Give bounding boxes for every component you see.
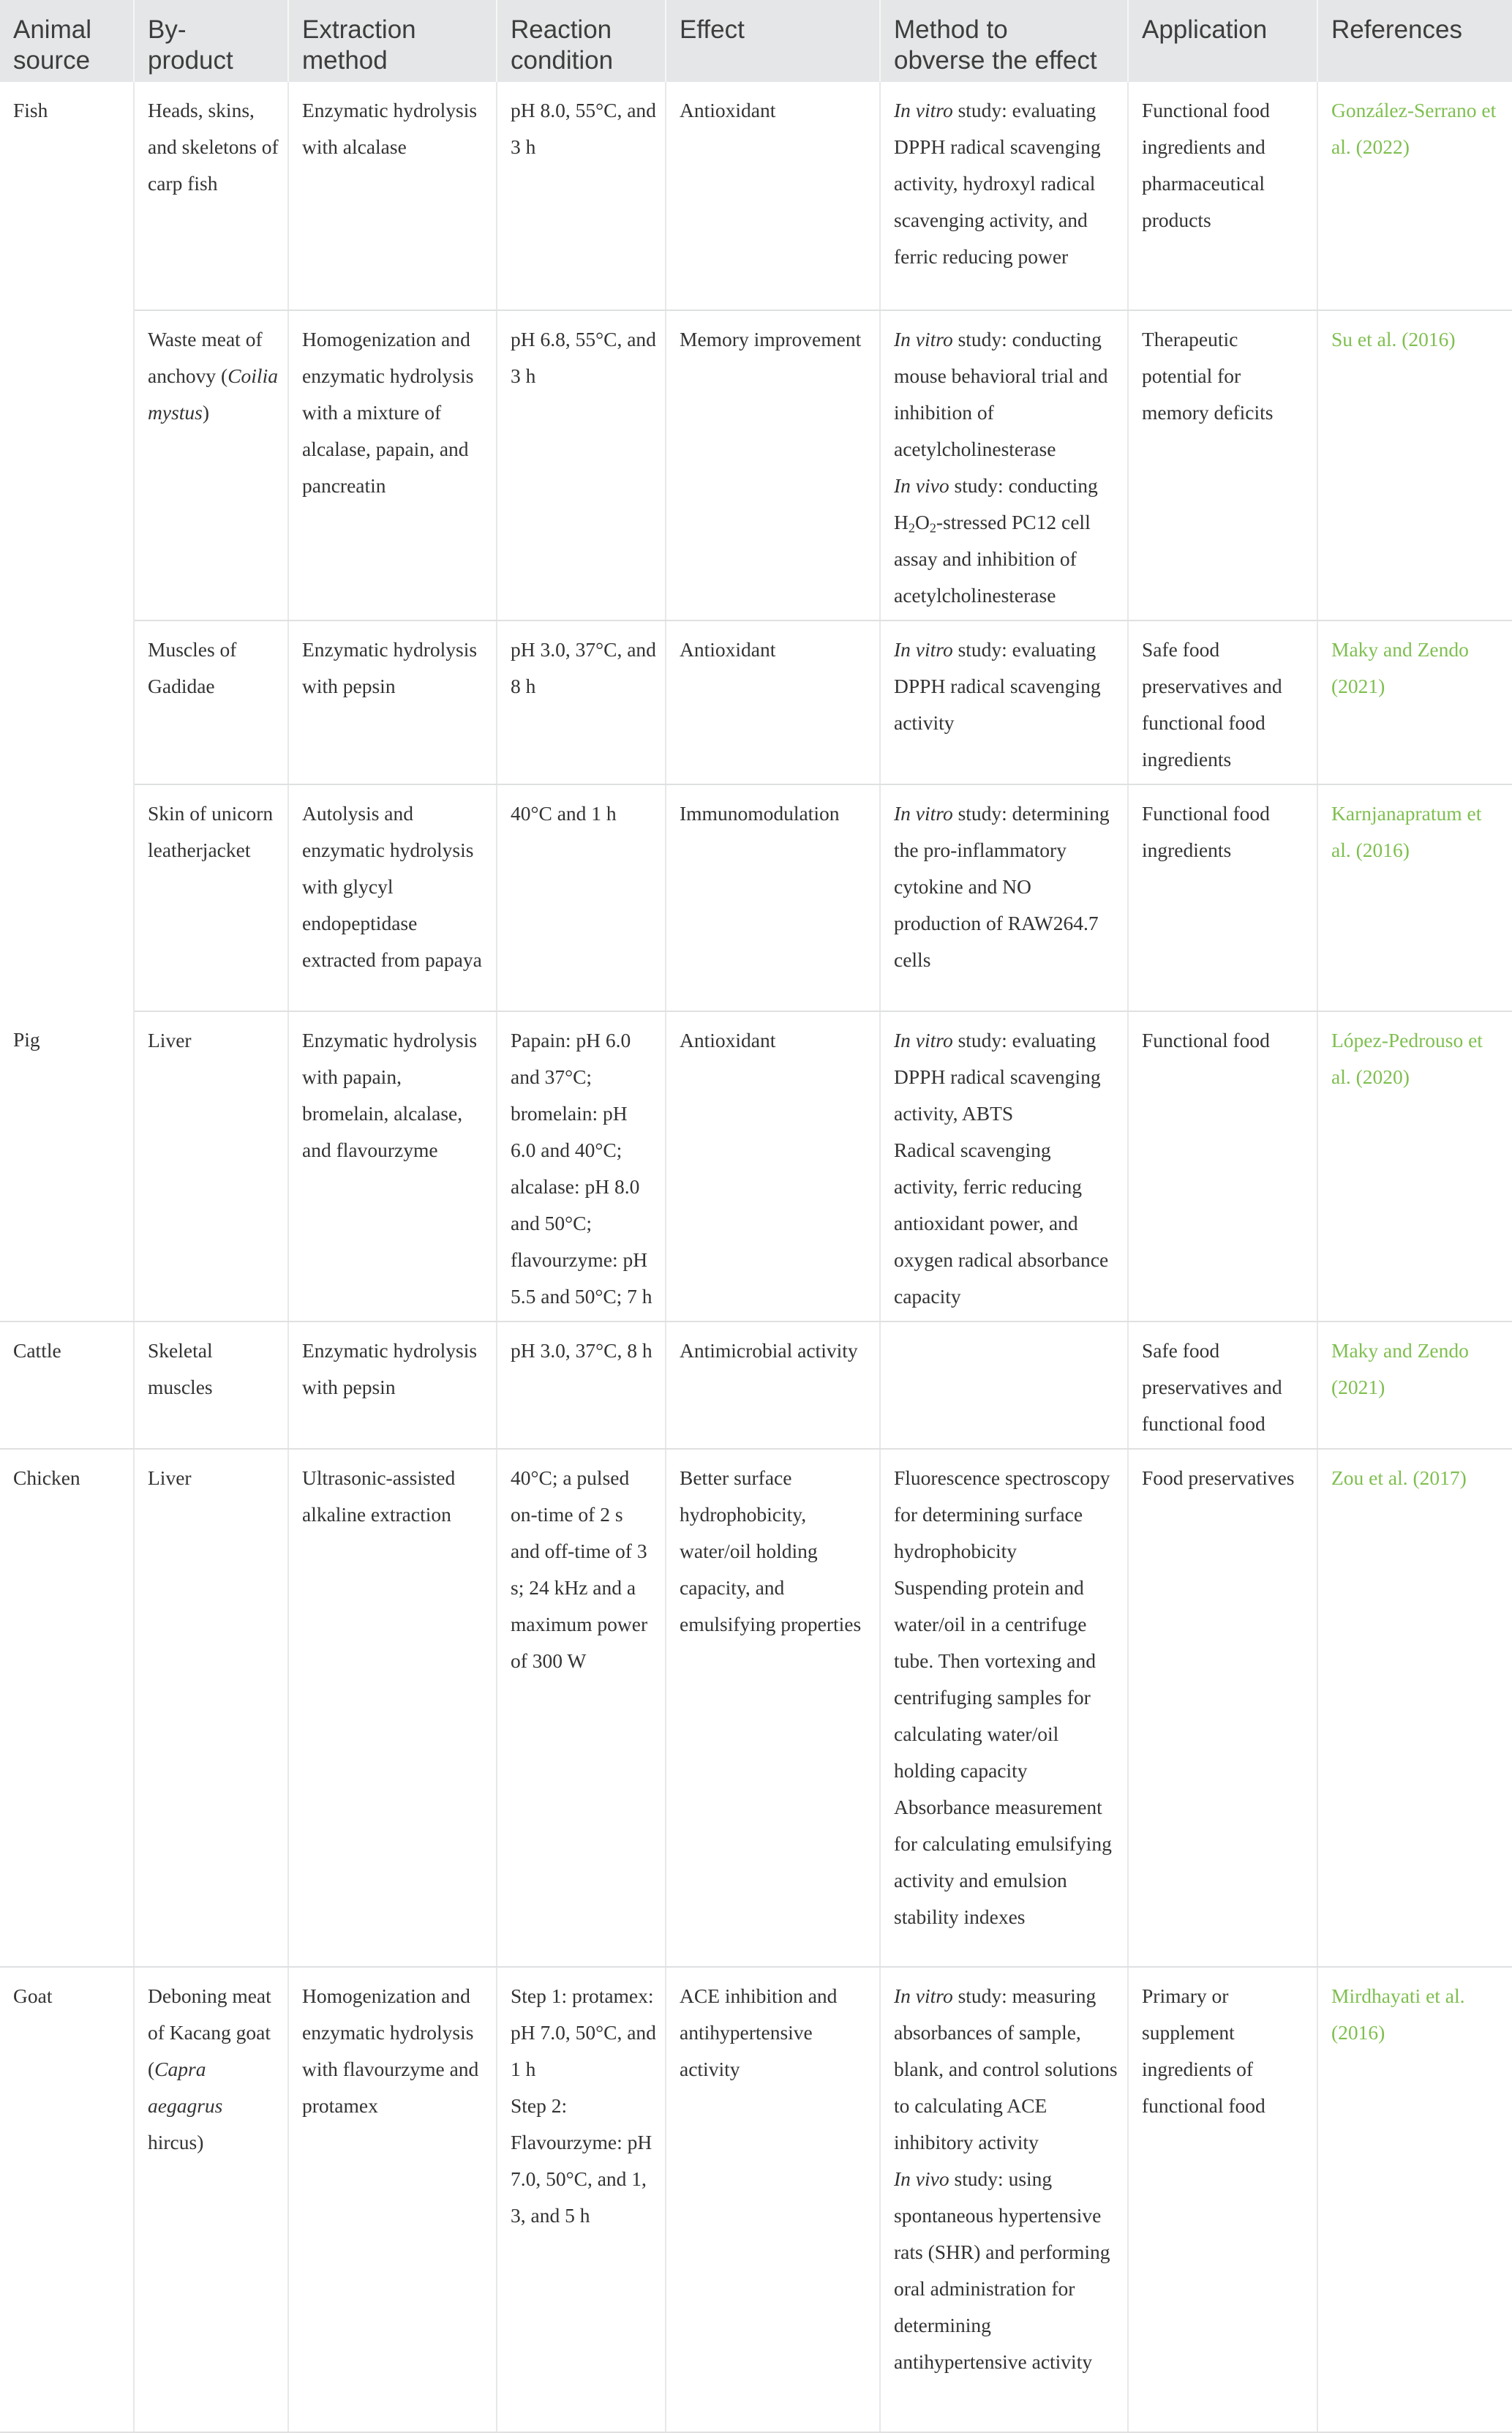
table-row: [0, 1449, 1512, 1967]
method-cell: In vitro study: evaluating DPPH radical scavenging activity: [880, 621, 1128, 784]
condition-cell: pH 3.0, 37°C, 8 h: [497, 1322, 666, 1449]
animal-source-cell: Pig: [0, 1011, 134, 1322]
method-cell: In vitro study: evaluating DPPH radical scavenging activity, ABTS Radical scavenging activity, ferric reducing antioxidant power, and oxygen radical absorbance capacity: [880, 1011, 1128, 1322]
method-cell: In vitro study: conducting mouse behavioral trial and inhibition of acetylcholinesterase In vivo study: conducting $H_2O_2$-stressed PC12 cell assay and inhibition of acetylcholinesterase: [880, 310, 1128, 621]
method-cell: [880, 1322, 1128, 1449]
extraction-cell: Enzymatic hydrolysis with pepsin: [288, 621, 497, 784]
byproduct-cell: Heads, skins, and skeletons of carp fish: [134, 82, 288, 310]
application-cell: Functional food: [1128, 1011, 1317, 1322]
table-row: [0, 621, 1512, 784]
reference-link[interactable]: Zou et al. (2017): [1317, 1449, 1512, 1967]
byproduct-cell: Deboning meat of Kacang goat (Capra aegagrus hircus): [134, 1967, 288, 2432]
extraction-cell: Ultrasonic-assisted alkaline extraction: [288, 1449, 497, 1967]
condition-cell: pH 6.8, 55°C, and 3 h: [497, 310, 666, 621]
application-cell: Safe food preservatives and functional food ingredients: [1128, 621, 1317, 784]
byproduct-cell: Waste meat of anchovy (Coilia mystus): [134, 310, 288, 621]
application-cell: Food preservatives: [1128, 1449, 1317, 1967]
header-extraction-method: Extraction method: [288, 0, 497, 82]
reference-link[interactable]: González-Serrano et al. (2022): [1317, 82, 1512, 310]
byproduct-cell: Liver: [134, 1011, 288, 1322]
header-effect: Effect: [666, 0, 880, 82]
condition-cell: 40°C; a pulsed on-time of 2 s and off-time of 3 s; 24 kHz and a maximum power of 300 W: [497, 1449, 666, 1967]
effect-cell: Antioxidant: [666, 1011, 880, 1322]
byproduct-cell: Skin of unicorn leatherjacket: [134, 784, 288, 1011]
byproduct-cell: Skeletal muscles: [134, 1322, 288, 1449]
condition-cell: pH 3.0, 37°C, and 8 h: [497, 621, 666, 784]
header-method: Method to obverse the effect: [880, 0, 1128, 82]
application-cell: Therapeutic potential for memory deficits: [1128, 310, 1317, 621]
method-cell: In vitro study: measuring absorbances of sample, blank, and control solutions to calculating ACE inhibitory activity In vivo study: using spontaneous hypertensive rats (SHR) and performing oral administration for determining antihypertensive activity: [880, 1967, 1128, 2432]
table-row: [0, 1011, 1512, 1322]
application-cell: Functional food ingredients and pharmaceutical products: [1128, 82, 1317, 310]
reference-link[interactable]: Karnjanapratum et al. (2016): [1317, 784, 1512, 1011]
animal-source-cell: Chicken: [0, 1449, 134, 1967]
table-row: [0, 82, 1512, 310]
extraction-cell: Enzymatic hydrolysis with alcalase: [288, 82, 497, 310]
animal-source-cell: Goat: [0, 1967, 134, 2432]
table-row: [0, 784, 1512, 1011]
effect-cell: Immunomodulation: [666, 784, 880, 1011]
effect-cell: ACE inhibition and antihypertensive activity: [666, 1967, 880, 2432]
animal-source-cell: Cattle: [0, 1322, 134, 1449]
effect-cell: Antioxidant: [666, 82, 880, 310]
application-cell: Safe food preservatives and functional food: [1128, 1322, 1317, 1449]
method-cell: In vitro study: determining the pro-inflammatory cytokine and NO production of RAW264.7 cells: [880, 784, 1128, 1011]
reference-link[interactable]: Maky and Zendo (2021): [1317, 621, 1512, 784]
header-by-product: By- product: [134, 0, 288, 82]
application-cell: Primary or supplement ingredients of functional food: [1128, 1967, 1317, 2432]
reference-link[interactable]: Maky and Zendo (2021): [1317, 1322, 1512, 1449]
condition-cell: Papain: pH 6.0 and 37°C; bromelain: pH 6.0 and 40°C; alcalase: pH 8.0 and 50°C; flavourzyme: pH 5.5 and 50°C; 7 h: [497, 1011, 666, 1322]
header-reaction-condition: Reaction condition: [497, 0, 666, 82]
extraction-cell: Autolysis and enzymatic hydrolysis with glycyl endopeptidase extracted from papaya: [288, 784, 497, 1011]
table-row: [0, 1322, 1512, 1449]
condition-cell: Step 1: protamex: pH 7.0, 50°C, and 1 h Step 2: Flavourzyme: pH 7.0, 50°C, and 1, 3, and 5 h: [497, 1967, 666, 2432]
method-cell: Fluorescence spectroscopy for determining surface hydrophobicity Suspending protein and water/oil in a centrifuge tube. Then vortexing and centrifuging samples for calculating water/oil holding capacity Absorbance measurement for calculating emulsifying activity and emulsion stability indexes: [880, 1449, 1128, 1967]
animal-source-cell: Fish: [0, 82, 134, 1011]
table-row: [0, 310, 1512, 621]
header-row: [0, 0, 1512, 82]
extraction-cell: Homogenization and enzymatic hydrolysis with a mixture of alcalase, papain, and pancreatin: [288, 310, 497, 621]
header-animal-source: Animal source: [0, 0, 134, 82]
header-application: Application: [1128, 0, 1317, 82]
reference-link[interactable]: Mirdhayati et al. (2016): [1317, 1967, 1512, 2432]
condition-cell: pH 8.0, 55°C, and 3 h: [497, 82, 666, 310]
condition-cell: 40°C and 1 h: [497, 784, 666, 1011]
reference-link[interactable]: Su et al. (2016): [1317, 310, 1512, 621]
byproduct-cell: Liver: [134, 1449, 288, 1967]
extraction-cell: Homogenization and enzymatic hydrolysis with flavourzyme and protamex: [288, 1967, 497, 2432]
effect-cell: Antioxidant: [666, 621, 880, 784]
extraction-cell: Enzymatic hydrolysis with papain, bromelain, alcalase, and flavourzyme: [288, 1011, 497, 1322]
effect-cell: Antimicrobial activity: [666, 1322, 880, 1449]
method-cell: In vitro study: evaluating DPPH radical scavenging activity, hydroxyl radical scavenging activity, and ferric reducing power: [880, 82, 1128, 310]
reference-link[interactable]: López-Pedrouso et al. (2020): [1317, 1011, 1512, 1322]
effect-cell: Better surface hydrophobicity, water/oil holding capacity, and emulsifying properties: [666, 1449, 880, 1967]
application-cell: Functional food ingredients: [1128, 784, 1317, 1011]
extraction-cell: Enzymatic hydrolysis with pepsin: [288, 1322, 497, 1449]
header-references: References: [1317, 0, 1512, 82]
effect-cell: Memory improvement: [666, 310, 880, 621]
byproduct-cell: Muscles of Gadidae: [134, 621, 288, 784]
table-row: [0, 1967, 1512, 2432]
